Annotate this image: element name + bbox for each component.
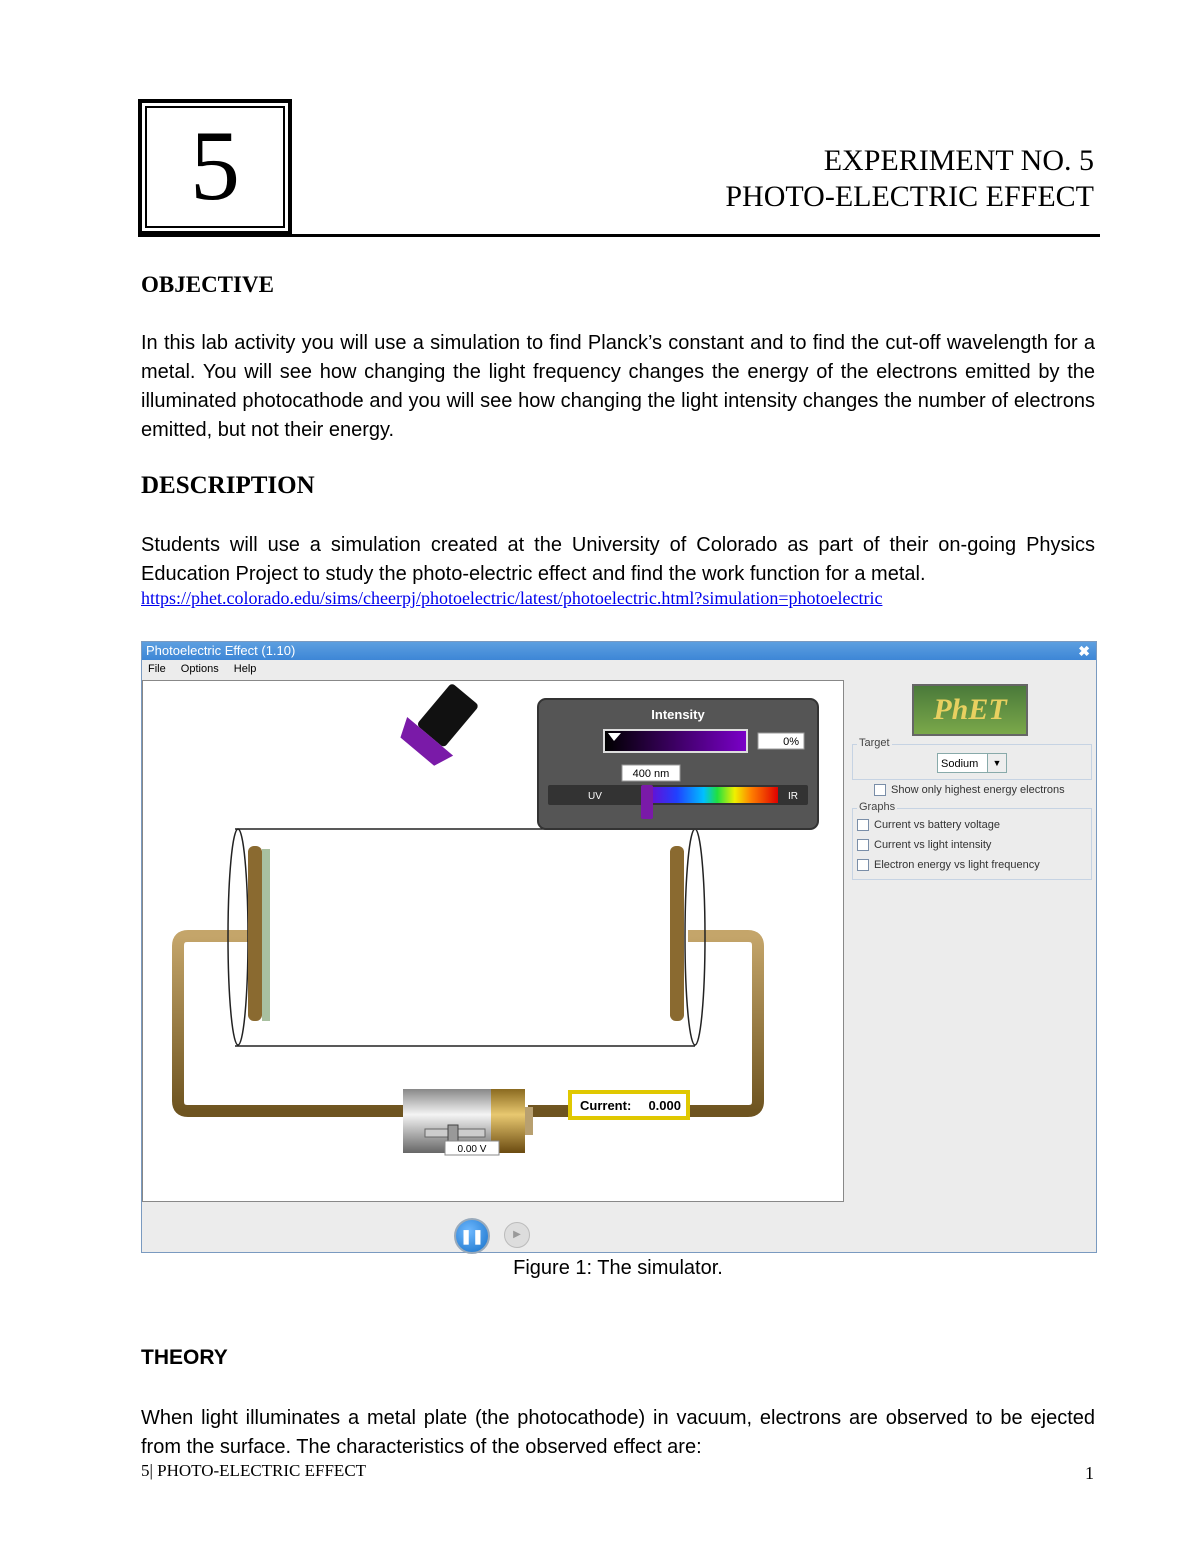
light-control-panel [538, 699, 818, 829]
circuit-wire [178, 936, 408, 1111]
pause-button[interactable]: ❚❚ [454, 1218, 490, 1254]
menu-bar [142, 660, 1096, 678]
playback-controls [142, 1202, 1096, 1252]
graph-option-current-vs-intensity[interactable] [853, 835, 1091, 855]
simulator-window [141, 641, 1097, 1253]
simulator-title-bar [142, 642, 1096, 660]
theory-heading: THEORY [141, 1346, 228, 1369]
target-group [852, 737, 1092, 780]
experiment-name: PHOTO-ELECTRIC EFFECT [725, 180, 1094, 213]
description-heading: DESCRIPTION [141, 472, 315, 499]
menu-help[interactable]: Help [233, 663, 257, 675]
simulator-title: Photoelectric Effect (1.10) [146, 643, 296, 658]
intensity-slider [605, 731, 746, 751]
spectrum-uv-label: UV [588, 791, 602, 802]
wavelength-value: 400 nm [632, 768, 670, 780]
wavelength-spectrum [643, 787, 778, 803]
checkbox-icon [857, 819, 869, 831]
voltage-value: 0.00 V [457, 1144, 487, 1155]
wavelength-slider-knob [641, 785, 653, 819]
target-select-value: Sodium [941, 758, 979, 770]
checkbox-icon [857, 859, 869, 871]
page-number: 1 [1085, 1463, 1094, 1483]
checkbox-icon [874, 784, 886, 796]
header-divider [138, 234, 1100, 237]
control-sidebar [846, 680, 1096, 1200]
target-select[interactable] [937, 753, 1007, 773]
light-source-lamp [394, 681, 488, 771]
graphs-group [852, 801, 1092, 880]
menu-options[interactable]: Options [180, 663, 219, 675]
show-highest-energy-label: Show only highest energy electrons [891, 784, 1065, 796]
phet-logo: PhET [912, 684, 1028, 736]
spectrum-ir-label: IR [788, 791, 798, 802]
current-meter [570, 1092, 688, 1118]
graph-option-current-vs-voltage[interactable] [853, 815, 1091, 835]
chapter-number-box [138, 99, 292, 235]
graphs-label: Graphs [859, 801, 896, 813]
figure-caption: Figure 1: The simulator. [513, 1257, 723, 1279]
vacuum-tube [228, 829, 705, 1046]
graph-option-energy-vs-frequency[interactable] [853, 855, 1091, 875]
chapter-number: 5 [190, 110, 240, 221]
show-highest-energy-checkbox[interactable] [870, 780, 1065, 800]
graph-option-label: Current vs light intensity [874, 839, 992, 851]
menu-file[interactable]: File [148, 663, 166, 675]
theory-text: When light illuminates a metal plate (the photocathode) in vacuum, electrons are observed to be ejected from the surface. The characteristics of the observed effect are: [141, 1407, 1095, 1458]
target-label: Target [859, 737, 890, 749]
chevron-down-icon: ▼ [987, 754, 1006, 772]
checkbox-icon [857, 839, 869, 851]
graph-option-label: Current vs battery voltage [874, 819, 1000, 831]
battery [403, 1089, 533, 1155]
anode-plate [670, 846, 684, 1021]
objective-text: In this lab activity you will use a simulation to find Planck’s constant and to find the cut-off wavelength for a metal. You will see how changing the light frequency changes the energy of the electrons emitted by the illuminated photocathode and you will see how changing the light intensity changes the number of electrons emitted, but not their energy. [141, 332, 1095, 441]
simulation-link[interactable]: https://phet.colorado.edu/sims/cheerpj/photoelectric/latest/photoelectric.html?simulation=photoelectric [141, 588, 883, 608]
intensity-value: 0% [783, 736, 799, 748]
intensity-label: Intensity [651, 707, 705, 722]
step-button[interactable]: ▶ [504, 1222, 530, 1248]
photocathode-surface [262, 849, 270, 1021]
graph-option-label: Electron energy vs light frequency [874, 859, 1040, 871]
description-text: Students will use a simulation created at the University of Colorado as part of their on-going Physics Education Project to study the photo-electric effect and find the work function for a metal. [141, 534, 1095, 585]
experiment-title [725, 143, 1094, 215]
photocathode-plate [248, 846, 262, 1021]
current-value: 0.000 [648, 1098, 681, 1113]
experiment-number: EXPERIMENT NO. 5 [823, 144, 1094, 177]
simulation-canvas [142, 680, 844, 1202]
circuit-wire [528, 936, 758, 1111]
current-label: Current: [580, 1098, 632, 1113]
objective-heading: OBJECTIVE [141, 272, 274, 297]
apparatus-diagram [143, 681, 843, 1201]
close-icon[interactable]: ✖ [1078, 643, 1090, 659]
footer-running-title: 5| PHOTO-ELECTRIC EFFECT [141, 1461, 367, 1480]
